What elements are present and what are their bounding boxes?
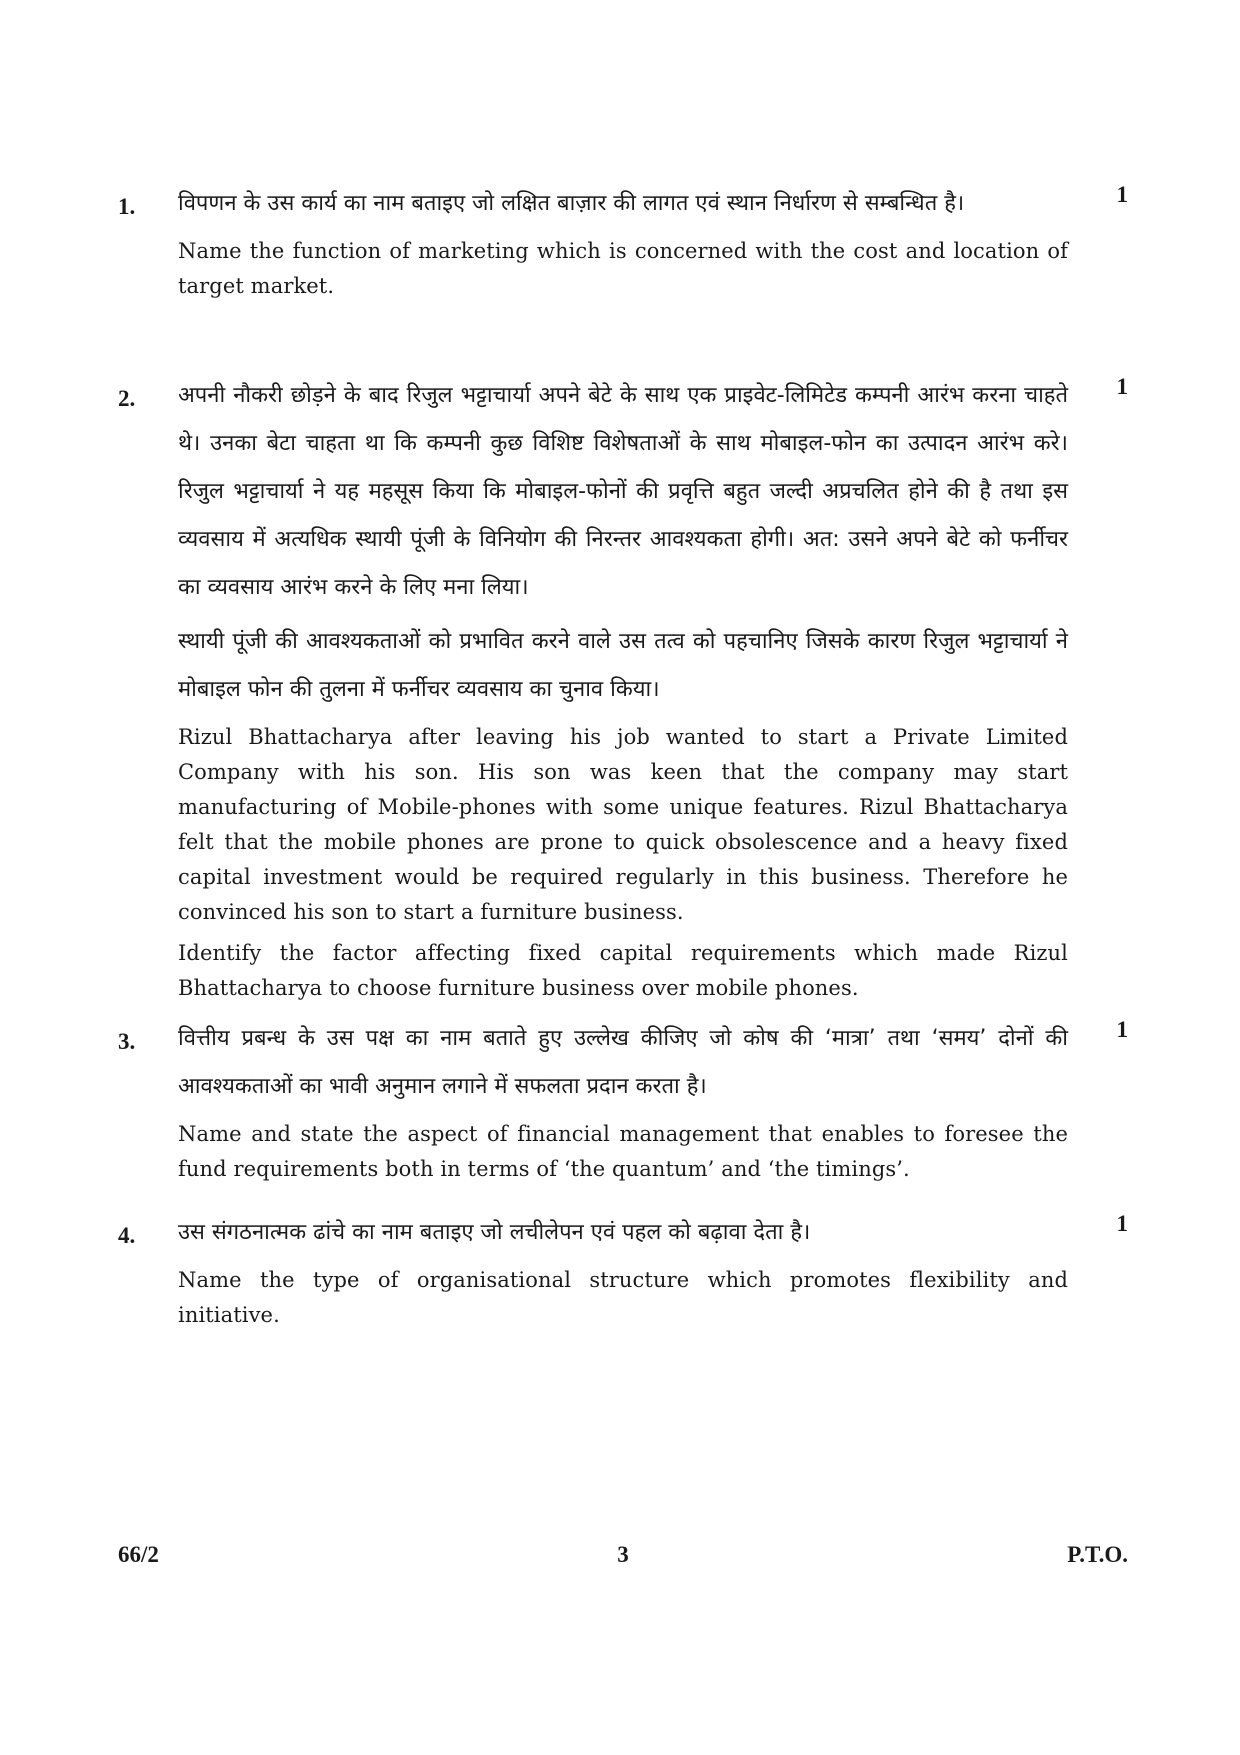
question-text-english: Identify the factor affecting fixed capital requirements which made Rizul Bhattacharya to choose furniture business over mobile phones. bbox=[178, 941, 1068, 1000]
question-marks: 1 bbox=[1116, 1211, 1128, 1236]
question-marks: 1 bbox=[1116, 374, 1128, 399]
question-number: 3. bbox=[118, 1029, 136, 1054]
question-text-hindi: विपणन के उस कार्य का नाम बताइए जो लक्षित बाज़ार की लागत एवं स्थान निर्धारण से सम्बन्धित है। bbox=[178, 191, 965, 216]
paper-code: 66/2 bbox=[118, 1542, 159, 1567]
question-body bbox=[178, 1209, 1068, 1333]
question-text-hindi: उस संगठनात्मक ढांचे का नाम बताइए जो लचीलेपन एवं पहल को बढ़ावा देता है। bbox=[178, 1220, 811, 1245]
question-number: 4. bbox=[118, 1223, 136, 1248]
question-text-english: Rizul Bhattacharya after leaving his job wanted to start a Private Limited Company with his son. His son was keen that the company may start manufacturing of Mobile-phones with some unique features. Rizul Bhattacharya felt that the mobile phones are prone to quick obsolescence and a heavy fixed capital investment would be required regularly in this business. Therefore he convinced his son to start a furniture business. bbox=[178, 725, 1068, 924]
question-number: 1. bbox=[118, 194, 136, 219]
page-number: 3 bbox=[617, 1542, 629, 1567]
question-text-hindi: वित्तीय प्रबन्ध के उस पक्ष का नाम बताते हुए उल्लेख कीजिए जो कोष की ‘मात्रा’ तथा ‘समय’ दोनों की आवश्यकताओं का भावी अनुमान लगाने में सफलता प्रदान करता है। bbox=[178, 1026, 1068, 1099]
page-footer bbox=[118, 1542, 1128, 1572]
question-body bbox=[178, 180, 1068, 304]
question-text-hindi: अपनी नौकरी छोड़ने के बाद रिजुल भट्टाचार्या अपने बेटे के साथ एक प्राइवेट-लिमिटेड कम्पनी आरंभ करना चाहते थे। उनका बेटा चाहता था कि कम्पनी कुछ विशिष्ट विशेषताओं के साथ मोबाइल-फोन का उत्पादन आरंभ करे। रिजुल भट्टाचार्या ने यह महसूस किया कि मोबाइल-फोनों की प्रवृत्ति बहुत जल्दी अप्रचलित होने की है तथा इस व्यवसाय में अत्यधिक स्थायी पूंजी के विनियोग की निरन्तर आवश्यकता होगी। अत: उसने अपने बेटे को फर्नीचर का व्यवसाय आरंभ करने के लिए मना लिया। bbox=[178, 383, 1068, 600]
question-number: 2. bbox=[118, 386, 136, 411]
question-text-english: Name the function of marketing which is concerned with the cost and location of target market. bbox=[178, 239, 1068, 298]
question-text-hindi: स्थायी पूंजी की आवश्यकताओं को प्रभावित करने वाले उस तत्व को पहचानिए जिसके कारण रिजुल भट्टाचार्या ने मोबाइल फोन की तुलना में फर्नीचर व्यवसाय का चुनाव किया। bbox=[178, 629, 1068, 702]
question-text-english: Name the type of organisational structure which promotes flexibility and initiative. bbox=[178, 1268, 1068, 1327]
question-marks: 1 bbox=[1116, 182, 1128, 207]
question-body bbox=[178, 1015, 1068, 1187]
please-turn-over: P.T.O. bbox=[1067, 1542, 1128, 1567]
question-text-english: Name and state the aspect of financial management that enables to foresee the fund requirements both in terms of ‘the quantum’ and ‘the timings’. bbox=[178, 1122, 1068, 1181]
question-body bbox=[178, 372, 1068, 1006]
question-marks: 1 bbox=[1116, 1017, 1128, 1042]
